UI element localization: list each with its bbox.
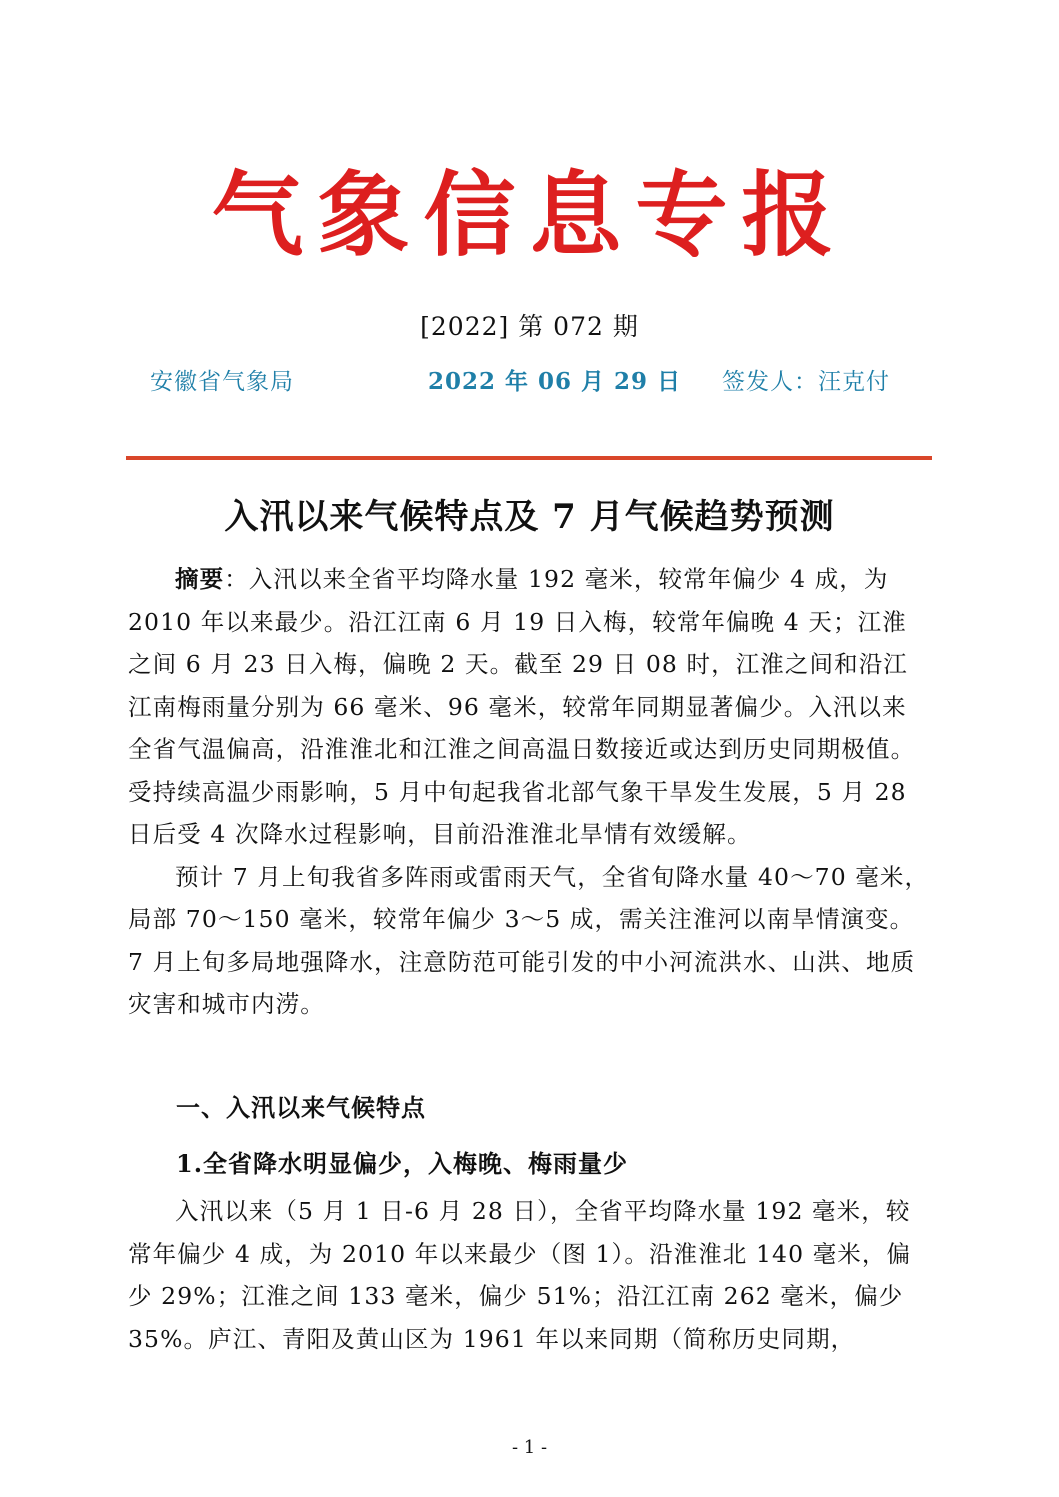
masthead-title: 气象信息专报	[211, 161, 848, 269]
header-divider	[126, 456, 932, 460]
issuing-organization: 安徽省气象局	[150, 369, 294, 395]
summary-paragraph	[128, 558, 930, 856]
issue-number: [2022] 第 072 期	[420, 312, 639, 341]
summary-label: 摘要	[175, 565, 225, 593]
page-number: - 1 -	[511, 1437, 548, 1458]
subsection-body	[128, 1190, 930, 1360]
document-title: 入汛以来气候特点及 7 月气候趋势预测	[224, 497, 835, 537]
issue-date: 2022 年 06 月 29 日	[428, 368, 682, 395]
forecast-paragraph: 预计 7 月上旬我省多阵雨或雷雨天气，全省旬降水量 40～70 毫米，局部 70～150 毫米，较常年偏少 3～5 成，需关注淮河以南旱情演变。7 月上旬多局地强降水，注意防范可能引发的中小河流洪水、山洪、地质灾害和城市内涝。	[128, 862, 930, 1018]
subsection-paragraph: 入汛以来（5 月 1 日-6 月 28 日），全省平均降水量 192 毫米，较常年偏少 4 成，为 2010 年以来最少（图 1）。沿淮淮北 140 毫米，偏少 29%；江淮之间 133 毫米，偏少 51%；沿江江南 262 毫米，偏少 35%。庐江、青阳及黄山区为 1961 年以来同期（简称历史同期，	[128, 1197, 912, 1353]
summary-section	[128, 558, 930, 1026]
signer: 签发人：汪克付	[722, 369, 890, 395]
summary-text: ：入汛以来全省平均降水量 192 毫米，较常年偏少 4 成，为 2010 年以来最少。沿江江南 6 月 19 日入梅，较常年偏晚 4 天；江淮之间 6 月 23 日入梅，偏晚 2 天。截至 29 日 08 时，江淮之间和沿江江南梅雨量分别为 66 毫米、96 毫米，较常年同期显著偏少。入汛以来全省气温偏高，沿淮淮北和江淮之间高温日数接近或达到历史同期极值。受持续高温少雨影响，5 月中旬起我省北部气象干旱发生发展，5 月 28 日后受 4 次降水过程影响，目前沿淮淮北旱情有效缓解。	[128, 565, 916, 848]
subsection-heading: 1.全省降水明显偏少，入梅晚、梅雨量少	[176, 1149, 629, 1178]
section-heading: 一、入汛以来气候特点	[176, 1094, 426, 1122]
